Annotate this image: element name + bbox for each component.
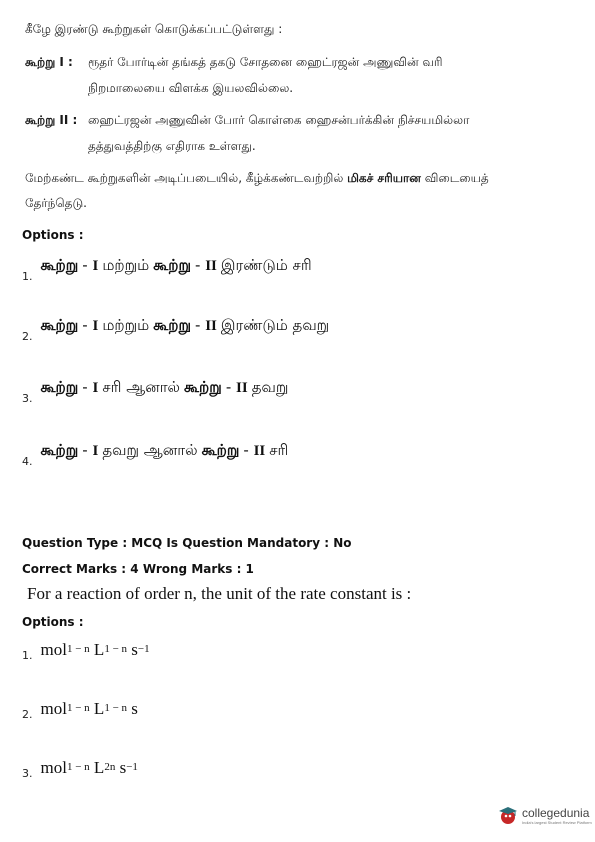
prompt-post: விடையைத் xyxy=(420,171,489,185)
option-number: 1. xyxy=(22,649,33,662)
q2-option-1[interactable] xyxy=(22,640,150,660)
logo-tagline: India's largest Student Review Platform xyxy=(522,819,592,825)
option-term: கூற்று xyxy=(184,378,222,396)
statement1-line2: நிறமாலையை விளக்க இயலவில்லை. xyxy=(88,81,294,95)
option-formula: mol$^{1 - n}$ $L^{1 - n}$ s xyxy=(40,699,138,718)
graduation-cap-icon xyxy=(497,804,519,826)
q2-option-2[interactable] xyxy=(22,699,138,719)
collegedunia-logo xyxy=(497,804,592,826)
q1-prompt-line2: தேர்ந்தெடு. xyxy=(25,196,87,210)
q1-option-2[interactable]: $_{2.}$ கூற்று - I மற்றும் கூற்று - II இரண்டும் தவறு xyxy=(22,316,330,343)
option-number: 3. xyxy=(22,392,33,405)
prompt-emphasis: மிகச் சரியான xyxy=(347,171,421,185)
statement2-line2: தத்துவத்திற்கு எதிராக உள்ளது. xyxy=(88,139,256,153)
option-roman: II xyxy=(236,380,248,396)
option-roman: II xyxy=(205,258,217,274)
option-roman: I xyxy=(92,380,99,396)
option-term: கூற்று xyxy=(153,256,192,274)
q1-option-3[interactable]: $_{3.}$ கூற்று - I சரி ஆனால் கூற்று - II தவறு xyxy=(22,378,289,405)
option-term: கூற்று xyxy=(40,378,79,396)
q2-option-3[interactable] xyxy=(22,758,138,778)
question-type-line: Question Type : MCQ Is Question Mandatory : No xyxy=(22,536,352,550)
prompt-pre: மேற்கண்ட கூற்றுகளின் அடிப்படையில், கீழ்க்கண்டவற்றில் xyxy=(25,171,348,185)
option-roman: I xyxy=(92,318,99,334)
option-roman: I xyxy=(92,258,99,274)
option-number: 3. xyxy=(22,767,33,780)
option-connector: தவறு ஆனால் xyxy=(102,441,198,459)
option-verdict: இரண்டும் தவறு xyxy=(220,316,330,334)
option-roman: I xyxy=(92,443,99,459)
option-number: 2. xyxy=(22,708,33,721)
statement2-line1: ஹைட்ரஜன் அணுவின் போர் கொள்கை ஹைசன்பர்க்கின் நிச்சயமில்லா xyxy=(88,113,470,127)
q1-prompt-line1 xyxy=(25,171,489,187)
statement1-line1: ரூதர் போர்டின் தங்கத் தகடு சோதனை ஹைட்ரஜன் அணுவின் வரி xyxy=(88,55,443,69)
option-connector: மற்றும் xyxy=(102,256,150,274)
option-term: கூற்று xyxy=(201,441,240,459)
q1-option-1[interactable]: $_{1.}$ கூற்று - I மற்றும் கூற்று - II இரண்டும் சரி xyxy=(22,256,312,283)
option-verdict: இரண்டும் சரி xyxy=(220,256,312,274)
q1-intro: கீழே இரண்டு கூற்றுகள் கொடுக்கப்பட்டுள்ளது : xyxy=(25,22,283,36)
option-term: கூற்று xyxy=(40,256,79,274)
statement1-label: கூற்று I : xyxy=(25,55,73,69)
option-number: 1. xyxy=(22,270,33,283)
option-number: 2. xyxy=(22,330,33,343)
option-verdict: தவறு xyxy=(251,378,289,396)
marks-line: Correct Marks : 4 Wrong Marks : 1 xyxy=(22,562,254,576)
q2-options-label: Options : xyxy=(22,615,84,629)
option-connector: மற்றும் xyxy=(102,316,150,334)
option-term: கூற்று xyxy=(153,316,192,334)
option-roman: II xyxy=(205,318,217,334)
option-formula: mol$^{1 - n}$ $L^{2n}$ $s^{-1}$ xyxy=(40,758,138,777)
option-term: கூற்று xyxy=(40,316,79,334)
option-roman: II xyxy=(253,443,266,459)
statement2-label: கூற்று II : xyxy=(25,113,78,127)
option-verdict: சரி xyxy=(269,441,289,459)
option-term: கூற்று xyxy=(40,441,79,459)
logo-name: collegedunia xyxy=(522,805,590,820)
q1-option-4[interactable]: $_{4.}$ கூற்று - I தவறு ஆனால் கூற்று - II சரி xyxy=(22,441,289,468)
q1-options-label: Options : xyxy=(22,228,84,242)
option-formula: mol$^{1 - n}$ $L^{1 - n}$ $s^{-1}$ xyxy=(40,640,150,659)
option-number: 4. xyxy=(22,455,33,468)
q2-question: For a reaction of order n, the unit of the rate constant is : xyxy=(27,584,412,603)
option-connector: சரி ஆனால் xyxy=(102,378,181,396)
